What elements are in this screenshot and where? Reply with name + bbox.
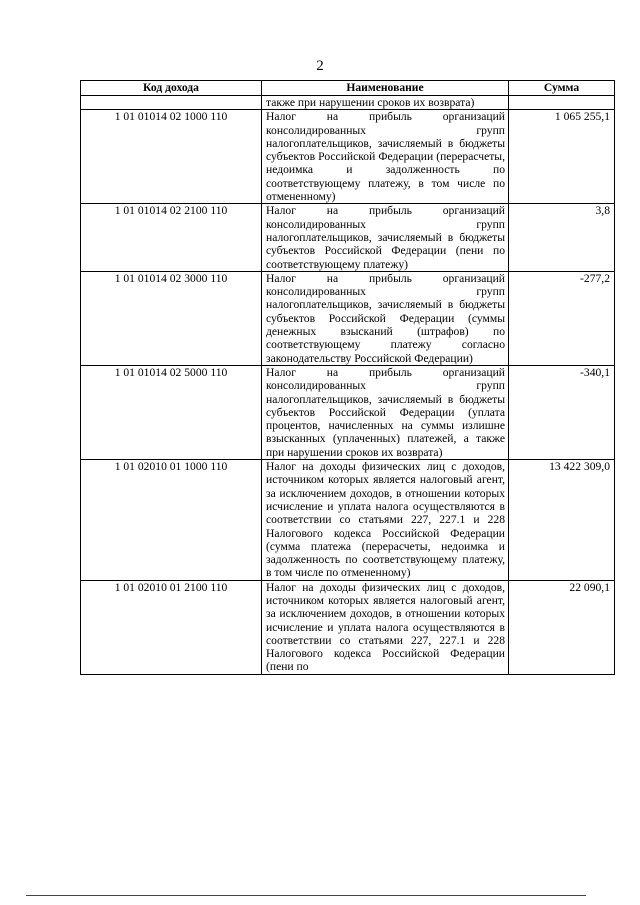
income-code: 1 01 01014 02 2100 110 xyxy=(81,204,262,271)
income-amount: -340,1 xyxy=(509,365,615,459)
income-name: Налог на прибыль организаций консолидированных групп налогоплательщиков, зачисляемый в бюджеты субъектов Российской Федерации (перерасчеты, недоимка и задолженность по соответствующему платежу, в том числе по отмененному) xyxy=(262,110,509,204)
income-amount: 1 065 255,1 xyxy=(509,110,615,204)
table-row xyxy=(81,460,615,581)
header-amount: Сумма xyxy=(509,81,615,96)
income-code: 1 01 01014 02 1000 110 xyxy=(81,110,262,204)
table-row xyxy=(81,110,615,204)
header-code: Код дохода xyxy=(81,81,262,96)
income-name: Налог на доходы физических лиц с доходов, источником которых является налоговый агент, за исключением доходов, в отношении которых исчисление и уплата налога осуществляются в соответствии со статьями 227, 227.1 и 228 Налогового кодекса Российской Федерации (сумма платежа (перерасчеты, недоимка и задолженность по соответствующему платежу, в том числе по отмененному) xyxy=(262,460,509,581)
income-code: 1 01 02010 01 2100 110 xyxy=(81,580,262,674)
income-name: Налог на прибыль организаций консолидированных групп налогоплательщиков, зачисляемый в бюджеты субъектов Российской Федерации (уплата процентов, начисленных на суммы излишне взысканных (уплаченных) платежей, а также при нарушении сроков их возврата) xyxy=(262,365,509,459)
income-name: Налог на доходы физических лиц с доходов, источником которых является налоговый агент, за исключением доходов, в отношении которых исчисление и уплата налога осуществляются в соответствии со статьями 227, 227.1 и 228 Налогового кодекса Российской Федерации (пени по xyxy=(262,580,509,674)
table-row xyxy=(81,204,615,271)
table-row xyxy=(81,365,615,459)
table-row xyxy=(81,271,615,365)
income-amount: -277,2 xyxy=(509,271,615,365)
income-name: Налог на прибыль организаций консолидированных групп налогоплательщиков, зачисляемый в бюджеты субъектов Российской Федерации (пени по соответствующему платежу) xyxy=(262,204,509,271)
revenue-table xyxy=(80,80,615,675)
income-code: 1 01 01014 02 3000 110 xyxy=(81,271,262,365)
page-number: 2 xyxy=(316,58,324,74)
income-amount: 3,8 xyxy=(509,204,615,271)
income-amount: 13 422 309,0 xyxy=(509,460,615,581)
page-bottom-rule xyxy=(26,895,586,896)
income-code: 1 01 02010 01 1000 110 xyxy=(81,460,262,581)
income-name: Налог на прибыль организаций консолидированных групп налогоплательщиков, зачисляемый в бюджеты субъектов Российской Федерации (суммы денежных взысканий (штрафов) по соответствующему платежу согласно законодательству Российской Федерации) xyxy=(262,271,509,365)
header-name: Наименование xyxy=(262,81,509,96)
income-name: также при нарушении сроков их возврата) xyxy=(262,96,509,110)
table-row xyxy=(81,96,615,110)
income-code xyxy=(81,96,262,110)
income-code: 1 01 01014 02 5000 110 xyxy=(81,365,262,459)
table-row xyxy=(81,580,615,674)
income-amount xyxy=(509,96,615,110)
income-amount: 22 090,1 xyxy=(509,580,615,674)
table-header-row xyxy=(81,81,615,96)
